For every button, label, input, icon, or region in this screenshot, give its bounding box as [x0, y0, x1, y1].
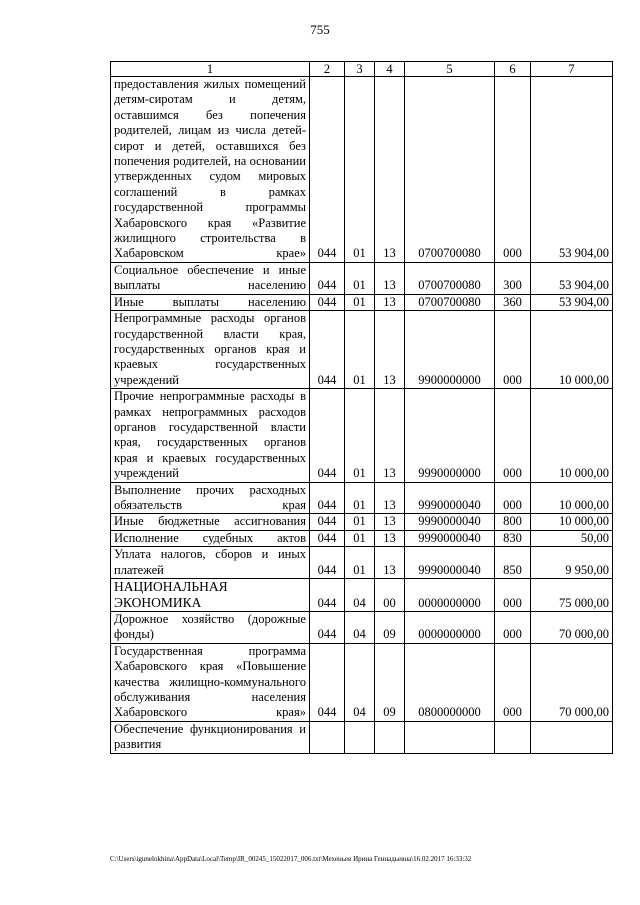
- cell-expense-type: 850: [495, 547, 531, 579]
- row-name: Социальное обеспечение и иные выплаты населению: [111, 262, 310, 294]
- cell-expense-type: [495, 721, 531, 753]
- cell-section: 01: [345, 547, 375, 579]
- cell-subsection: 13: [375, 530, 405, 546]
- cell-subsection: [375, 721, 405, 753]
- cell-ministry: [310, 721, 345, 753]
- cell-target-article: 0700700080: [405, 262, 495, 294]
- cell-section: 04: [345, 579, 375, 612]
- cell-amount: 70 000,00: [531, 643, 613, 721]
- row-name: НАЦИОНАЛЬНАЯ ЭКОНОМИКА: [111, 579, 310, 612]
- cell-amount: 10 000,00: [531, 514, 613, 530]
- cell-ministry: 044: [310, 514, 345, 530]
- cell-amount: 10 000,00: [531, 389, 613, 482]
- header-cell-4: 4: [375, 62, 405, 77]
- cell-expense-type: 000: [495, 612, 531, 644]
- cell-amount: 9 950,00: [531, 547, 613, 579]
- cell-expense-type: 000: [495, 482, 531, 514]
- cell-amount: 10 000,00: [531, 311, 613, 389]
- cell-target-article: 9990000000: [405, 389, 495, 482]
- cell-section: 01: [345, 294, 375, 310]
- cell-section: [345, 721, 375, 753]
- cell-expense-type: 830: [495, 530, 531, 546]
- header-cell-2: 2: [310, 62, 345, 77]
- row-name: Выполнение прочих расходных обязательств края: [111, 482, 310, 514]
- cell-ministry: 044: [310, 547, 345, 579]
- cell-section: 01: [345, 389, 375, 482]
- cell-section: 01: [345, 482, 375, 514]
- table-row: [111, 294, 613, 310]
- page-number: 755: [310, 22, 330, 37]
- cell-subsection: 13: [375, 311, 405, 389]
- table-row: [111, 643, 613, 721]
- cell-amount: 10 000,00: [531, 482, 613, 514]
- cell-target-article: 0000000000: [405, 579, 495, 612]
- row-name: Обеспечение функционирования и развития: [111, 721, 310, 753]
- cell-subsection: 13: [375, 547, 405, 579]
- table-row: [111, 530, 613, 546]
- cell-ministry: 044: [310, 77, 345, 263]
- cell-section: 01: [345, 311, 375, 389]
- cell-target-article: 9990000040: [405, 514, 495, 530]
- cell-subsection: 13: [375, 262, 405, 294]
- footer-file-path: C:\Users\igunelokhina\AppData\Local\Temp\IR_00245_15022017_006.txt\Мехеньев Ирина Геннадьевна\16.02.2017 16:33:32: [110, 855, 472, 863]
- cell-amount: 70 000,00: [531, 612, 613, 644]
- cell-ministry: 044: [310, 579, 345, 612]
- budget-table: [110, 61, 613, 754]
- cell-subsection: 13: [375, 294, 405, 310]
- cell-section: 01: [345, 262, 375, 294]
- table-row: [111, 514, 613, 530]
- cell-ministry: 044: [310, 311, 345, 389]
- cell-expense-type: 000: [495, 77, 531, 263]
- cell-amount: 53 904,00: [531, 77, 613, 263]
- cell-section: 04: [345, 643, 375, 721]
- row-name: Дорожное хозяйство (дорожные фонды): [111, 612, 310, 644]
- cell-target-article: 9900000000: [405, 311, 495, 389]
- cell-target-article: 0000000000: [405, 612, 495, 644]
- cell-target-article: 9990000040: [405, 530, 495, 546]
- table-row: [111, 612, 613, 644]
- table-row: [111, 721, 613, 753]
- cell-ministry: 044: [310, 612, 345, 644]
- row-name: Иные бюджетные ассигнования: [111, 514, 310, 530]
- header-cell-3: 3: [345, 62, 375, 77]
- table-row: [111, 579, 613, 612]
- cell-amount: [531, 721, 613, 753]
- table-row: [111, 77, 613, 263]
- cell-expense-type: 360: [495, 294, 531, 310]
- cell-amount: 50,00: [531, 530, 613, 546]
- cell-subsection: 13: [375, 514, 405, 530]
- cell-target-article: 0700700080: [405, 77, 495, 263]
- cell-section: 01: [345, 530, 375, 546]
- row-name: предоставления жилых помещений детям-сиротам и детям, оставшимся без попечения родителей, лицам из числа детей-сирот и детей, оставшихся без попечения родителей, на основании утвержденных судом мировых соглашений в рамках государственной программы Хабаровского края «Развитие жилищного строительства в Хабаровском крае»: [111, 77, 310, 263]
- table-row: [111, 547, 613, 579]
- cell-subsection: 13: [375, 389, 405, 482]
- cell-section: 04: [345, 612, 375, 644]
- cell-amount: 75 000,00: [531, 579, 613, 612]
- cell-target-article: 0700700080: [405, 294, 495, 310]
- cell-target-article: 9990000040: [405, 482, 495, 514]
- header-cell-7: 7: [531, 62, 613, 77]
- cell-subsection: 00: [375, 579, 405, 612]
- cell-expense-type: 000: [495, 389, 531, 482]
- table-row: [111, 311, 613, 389]
- table-row: [111, 482, 613, 514]
- row-name: Исполнение судебных актов: [111, 530, 310, 546]
- row-name: Прочие непрограммные расходы в рамках непрограммных расходов органов государственной власти края, государственных органов края и краевых государственных учреждений: [111, 389, 310, 482]
- cell-target-article: [405, 721, 495, 753]
- table-row: [111, 262, 613, 294]
- cell-ministry: 044: [310, 294, 345, 310]
- cell-expense-type: 800: [495, 514, 531, 530]
- table-row: [111, 389, 613, 482]
- cell-expense-type: 000: [495, 311, 531, 389]
- cell-subsection: 13: [375, 77, 405, 263]
- row-name: Иные выплаты населению: [111, 294, 310, 310]
- cell-ministry: 044: [310, 643, 345, 721]
- cell-amount: 53 904,00: [531, 262, 613, 294]
- cell-subsection: 13: [375, 482, 405, 514]
- cell-ministry: 044: [310, 530, 345, 546]
- cell-expense-type: 300: [495, 262, 531, 294]
- row-name: Государственная программа Хабаровского края «Повышение качества жилищно-коммунального обслуживания населения Хабаровского края»: [111, 643, 310, 721]
- cell-subsection: 09: [375, 643, 405, 721]
- cell-section: 01: [345, 514, 375, 530]
- header-cell-5: 5: [405, 62, 495, 77]
- row-name: Непрограммные расходы органов государственной власти края, государственных органов края и краевых государственных учреждений: [111, 311, 310, 389]
- header-cell-1: 1: [111, 62, 310, 77]
- cell-subsection: 09: [375, 612, 405, 644]
- cell-ministry: 044: [310, 482, 345, 514]
- row-name: Уплата налогов, сборов и иных платежей: [111, 547, 310, 579]
- cell-target-article: 9990000040: [405, 547, 495, 579]
- cell-amount: 53 904,00: [531, 294, 613, 310]
- table-header-row: [111, 62, 613, 77]
- cell-section: 01: [345, 77, 375, 263]
- cell-target-article: 0800000000: [405, 643, 495, 721]
- header-cell-6: 6: [495, 62, 531, 77]
- cell-expense-type: 000: [495, 643, 531, 721]
- cell-ministry: 044: [310, 262, 345, 294]
- cell-ministry: 044: [310, 389, 345, 482]
- cell-expense-type: 000: [495, 579, 531, 612]
